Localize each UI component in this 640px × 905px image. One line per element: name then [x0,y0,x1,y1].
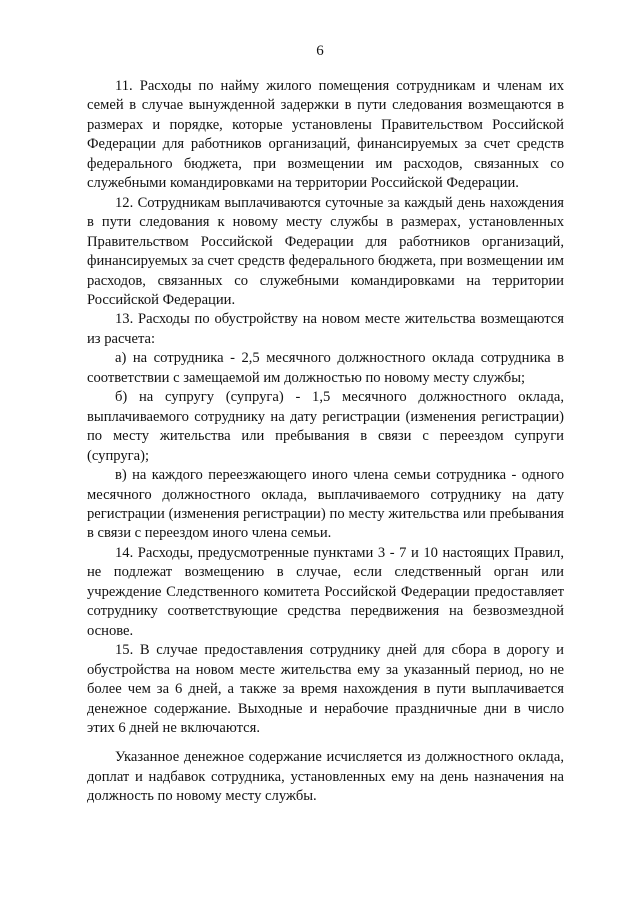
paragraph-13-c: в) на каждого переезжающего иного члена семьи сотрудника - одного месячного должностного оклада, выплачиваемого сотруднику на дату регистрации (изменения регистрации) по месту жительства или пребывания в связи с переездом иного члена семьи. [87,467,564,542]
paragraph-15: 15. В случае предоставления сотруднику дней для сбора в дорогу и обустройства на новом месте жительства ему за указанный период, но не более чем за 6 дней, а также за время нахождения в пути выплачивается денежное содержание. Выходные и нерабочие праздничные дни в число этих 6 дней не включаются. [87,642,564,736]
paragraph-13-b: б) на супругу (супруга) - 1,5 месячного должностного оклада, выплачиваемого сотруднику на дату регистрации (изменения регистрации) по месту жительства или пребывания в связи с переездом супруги (супруга); [87,389,564,464]
paragraph-13: 13. Расходы по обустройству на новом месте жительства возмещаются из расчета: [87,311,564,347]
document-body [87,77,564,807]
paragraph-14: 14. Расходы, предусмотренные пунктами 3 - 7 и 10 настоящих Правил, не подлежат возмещению в случае, если следственный орган или учреждение Следственного комитета Российской Федерации предоставляет сотруднику соответствующие средства передвижения на безвозмездной основе. [87,544,564,639]
page-number: 6 [316,43,324,59]
paragraph-salary-note: Указанное денежное содержание исчисляется из должностного оклада, доплат и надбавок сотрудника, установленных ему на день назначения на должность по новому месту службы. [87,749,564,805]
paragraph-11: 11. Расходы по найму жилого помещения сотрудникам и членам их семей в случае вынужденной задержки в пути следования возмещаются в размерах и порядке, которые установлены Правительством Российской Федерации для работников организаций, финансируемых за счет средств федерального бюджета, при возмещении им расходов, связанных со служебными командировками на территории Российской Федерации. [87,78,564,192]
paragraph-12: 12. Сотрудникам выплачиваются суточные за каждый день нахождения в пути следования к новому месту службы в размерах, установленных Правительством Российской Федерации для работников организаций, финансируемых за счет средств федерального бюджета, при возмещении им расходов, связанных со служебными командировками на территории Российской Федерации. [87,194,564,308]
paragraph-13-a: а) на сотрудника - 2,5 месячного должностного оклада сотрудника в соответствии с замещаемой им должностью по новому месту службы; [87,350,564,386]
